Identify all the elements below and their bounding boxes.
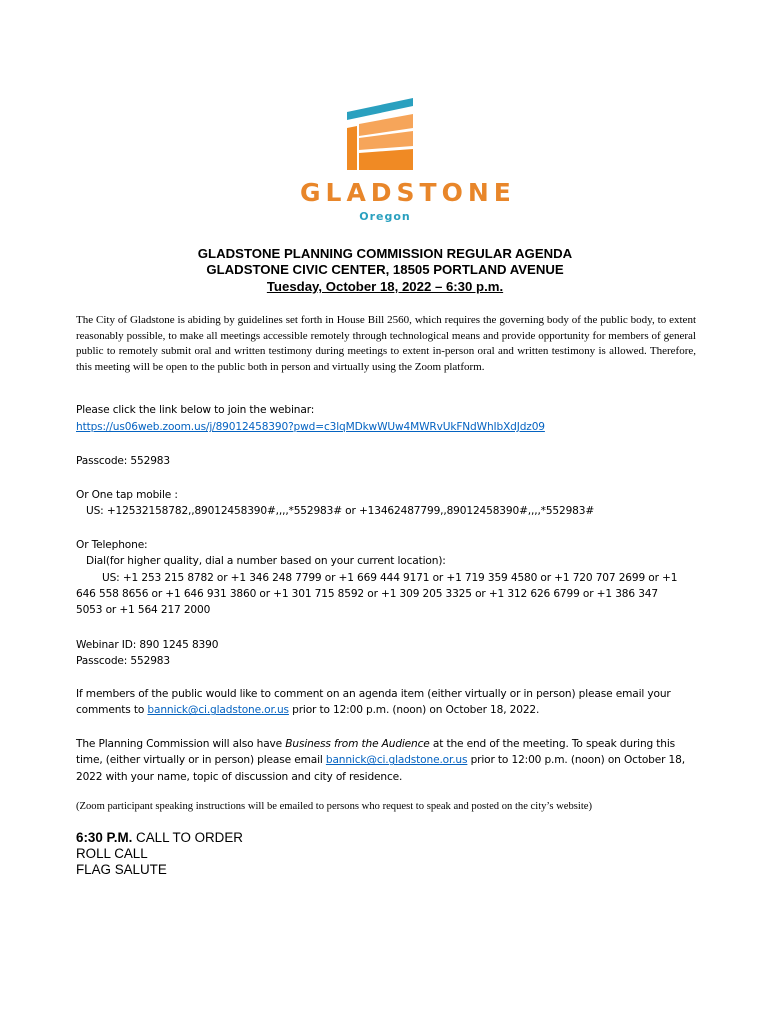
mobile-label: Or One tap mobile :	[76, 489, 178, 501]
webinar-id: Webinar ID: 890 1245 8390	[76, 639, 219, 651]
zoom-note: (Zoom participant speaking instructions will be emailed to persons who request to speak and posted on the city’s website)	[76, 801, 593, 812]
agenda-location: GLADSTONE CIVIC CENTER, 18505 PORTLAND AVENUE	[206, 262, 564, 277]
agenda-title: GLADSTONE PLANNING COMMISSION REGULAR AGENDA	[197, 246, 573, 261]
telephone-numbers-2: 646 558 8656 or +1 646 931 3860 or +1 301 715 8592 or +1 309 205 3325 or +1 312 626 6799 or +1 386 347	[76, 588, 658, 600]
zoom-link[interactable]: https://us06web.zoom.us/j/89012458390?pwd=c3lqMDkwWUw4MWRvUkFNdWhIbXdJdz09	[76, 421, 545, 433]
webinar-passcode: Passcode: 552983	[76, 655, 170, 667]
webinar-prompt: Please click the link below to join the webinar:	[76, 404, 315, 416]
logo-subtitle: Oregon	[359, 210, 411, 223]
agenda-flag-salute: FLAG SALUTE	[76, 862, 167, 877]
agenda-date: Tuesday, October 18, 2022 – 6:30 p.m.	[266, 279, 504, 294]
passcode-text: Passcode: 552983	[76, 455, 170, 467]
telephone-numbers-3: 5053 or +1 564 217 2000	[76, 604, 211, 616]
intro-paragraph: The City of Gladstone is abiding by guidelines set forth in House Bill 2560, which requires the governing body of the public body, to extent reasonably possible, to make all meetings accessible remotely through technological means and provide opportunity for members of general public to remotely submit oral and written testimony during meetings to extent in-person oral and written testimony is allowed. Therefore, this meeting will be open to the public both in person and virtually using the Zoom platform.	[76, 314, 696, 373]
audience-paragraph: The Planning Commission will also have Business from the Audience at the end of the meeting. To speak during this time, (either virtually or in person) please email bannick@ci.gladstone.or.us prior to 12:00 p.m. (noon) on October 18, 2022 with your name, topic of discussion and city of residence.	[76, 738, 685, 783]
logo-mark-icon	[343, 98, 427, 176]
mobile-numbers: US: +12532158782,,89012458390#,,,,*552983# or +13462487799,,89012458390#,,,,*552983#	[86, 505, 595, 517]
audience-email-link[interactable]: bannick@ci.gladstone.or.us	[325, 754, 468, 767]
logo-wordmark: GLADSTONE	[300, 178, 516, 207]
comment-email-link[interactable]: bannick@ci.gladstone.or.us	[147, 704, 289, 717]
telephone-dial-note: Dial(for higher quality, dial a number based on your current location):	[86, 555, 446, 567]
agenda-call-to-order: 6:30 P.M. CALL TO ORDER	[76, 830, 243, 845]
agenda-roll-call: ROLL CALL	[76, 846, 148, 861]
telephone-label: Or Telephone:	[76, 539, 148, 551]
gladstone-logo	[300, 98, 516, 230]
comment-paragraph: If members of the public would like to comment on an agenda item (either virtually or in person) please email your comments to bannick@ci.gladstone.or.us prior to 12:00 p.m. (noon) on October 18, 2022.	[76, 688, 671, 717]
telephone-numbers-1: US: +1 253 215 8782 or +1 346 248 7799 or +1 669 444 9171 or +1 719 359 4580 or +1 720 707 2699 or +1	[102, 572, 678, 584]
